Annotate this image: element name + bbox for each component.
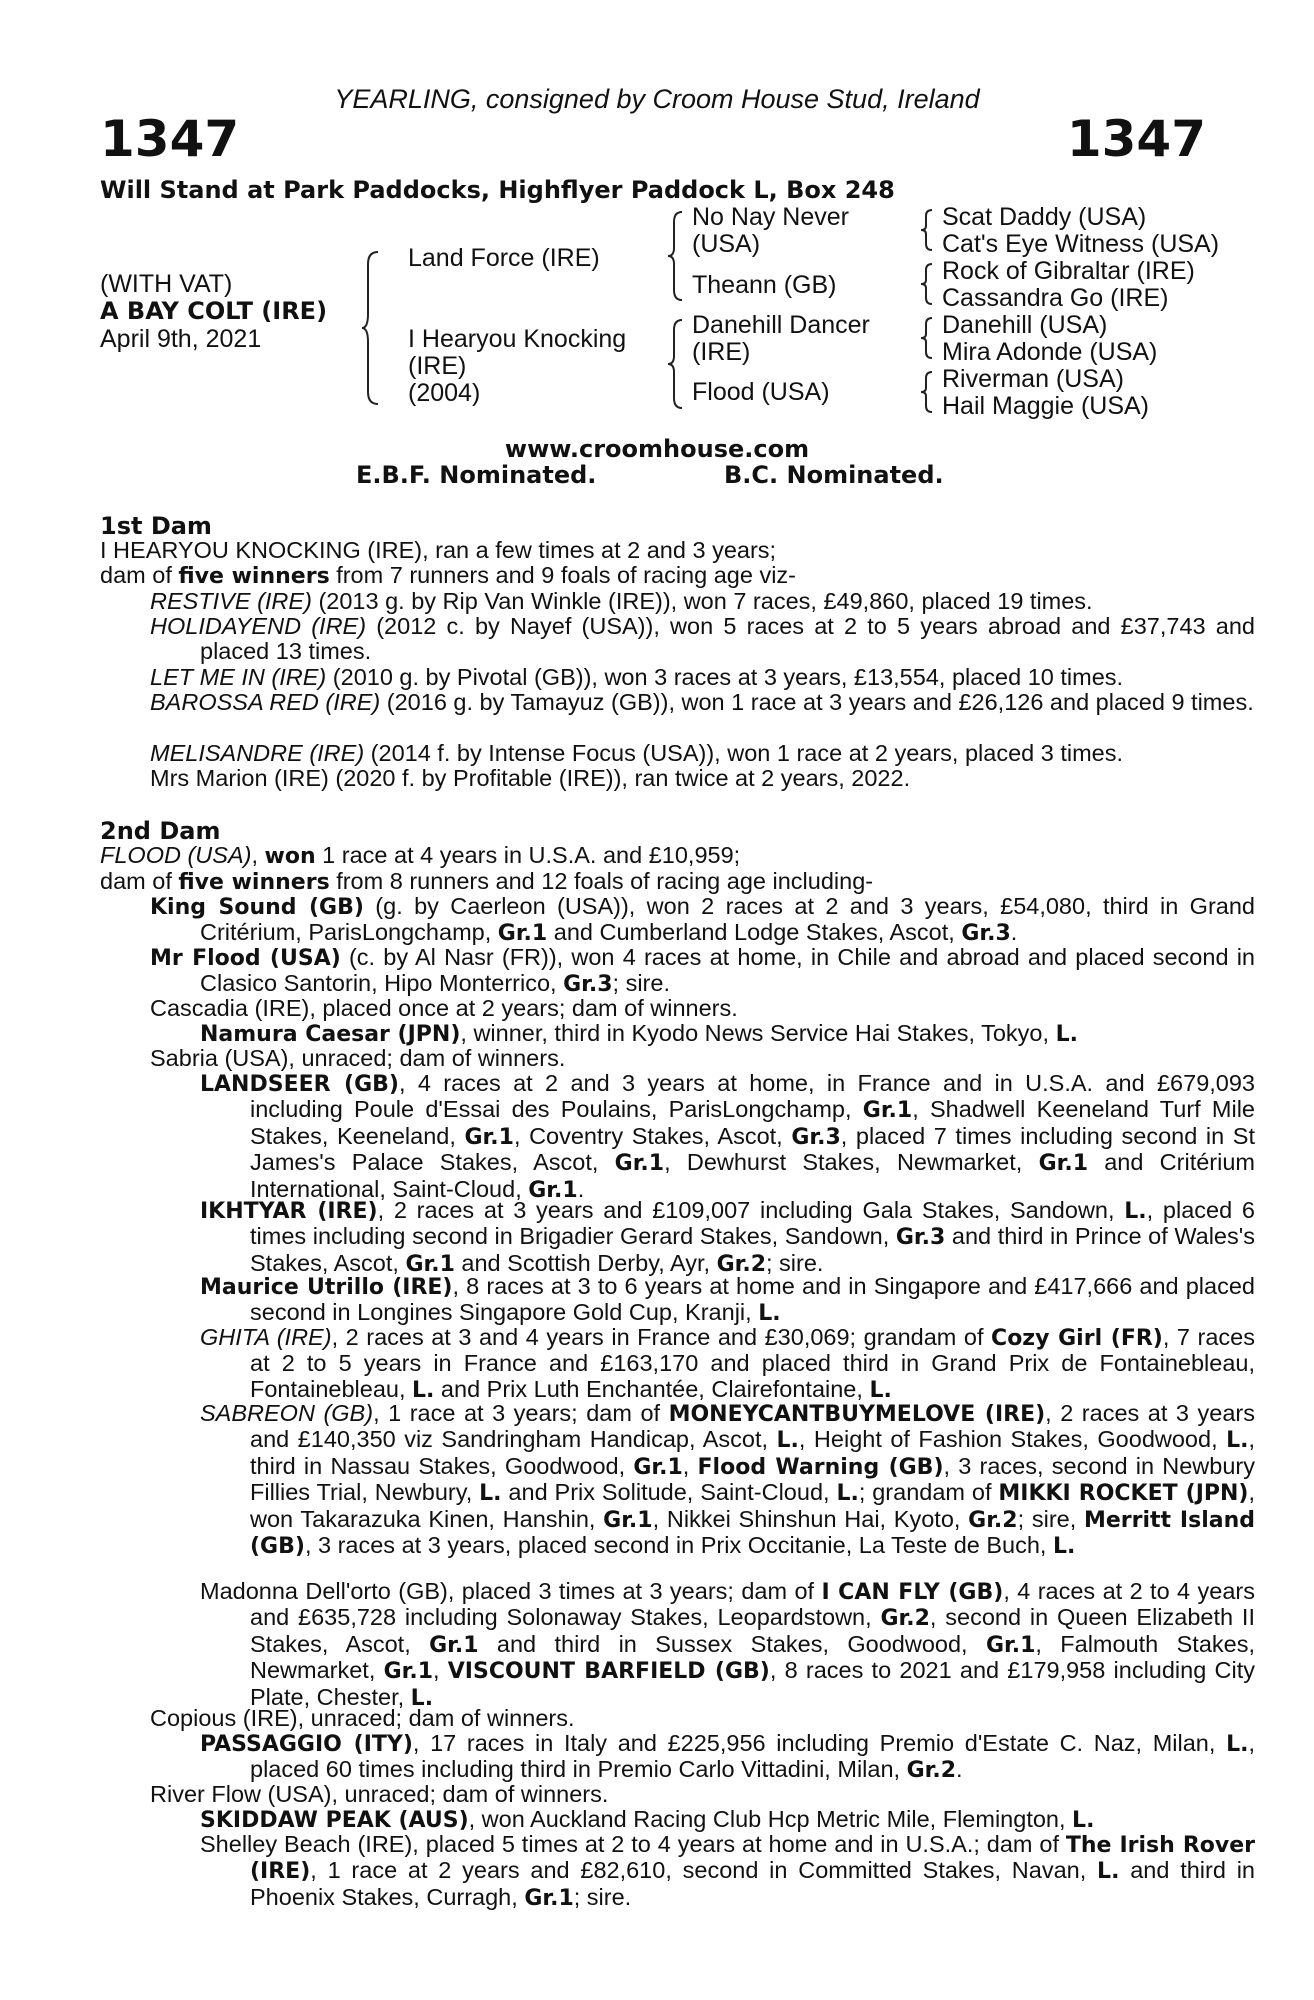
sabria-entry: Sabria (USA), unraced; dam of winners. bbox=[150, 1045, 566, 1071]
landseer-entry: LANDSEER (GB), 4 races at 2 and 3 years at home, in France and in U.S.A. and £679,093 including Poule d'Essai des Poulains, ParisLongchamp, Gr.1, Shadwell Keeneland Turf Mile Stakes, Keeneland, Gr.1, Coventry Stakes, Ascot, Gr.3, placed 7 times including second in St James's Palace Stakes, Ascot, Gr.1, Dewhurst Stakes, Newmarket, Gr.1 and Critérium International, Saint-Cloud, Gr.1. bbox=[200, 1070, 1256, 1203]
dam-name-line1: I Hearyou Knocking bbox=[408, 325, 627, 353]
ikhtyar-entry: IKHTYAR (IRE), 2 races at 3 years and £109,007 including Gala Stakes, Sandown, L., placed 6 times including second in Brigadier Gerard Stakes, Sandown, Gr.3 and third in Prince of Wales's Stakes, Ascot, Gr.1 and Scottish Derby, Ayr, Gr.2; sire. bbox=[200, 1197, 1255, 1277]
progeny-melisandre: MELISANDRE (IRE) (2014 f. by Intense Focus (USA)), won 1 race at 2 years, placed 3 times. bbox=[150, 740, 1124, 766]
dam-name-line3: (2004) bbox=[408, 379, 481, 407]
website: www.croomhouse.com bbox=[504, 435, 810, 463]
sire-name: Land Force (IRE) bbox=[408, 244, 600, 272]
g3-1: Scat Daddy (USA) bbox=[942, 203, 1147, 231]
vat-label: (WITH VAT) bbox=[100, 270, 233, 298]
progeny-mrs-marion: Mrs Marion (IRE) (2020 f. by Profitable (IRE)), ran twice at 2 years, 2022. bbox=[150, 765, 911, 791]
king-sound-entry: King Sound (GB) (g. by Caerleon (USA)), won 2 races at 2 and 3 years, £54,080, third in Grand Critérium, ParisLongchamp, Gr.1 and Cumberland Lodge Stakes, Ascot, Gr.3. bbox=[150, 893, 1255, 947]
g3-5: Danehill (USA) bbox=[942, 311, 1108, 339]
consignor-heading: YEARLING, consigned by Croom House Stud, Ireland bbox=[334, 84, 980, 114]
lot-number-left: 1347 bbox=[100, 110, 240, 168]
sabreon-entry: SABREON (GB), 1 race at 3 years; dam of MONEYCANTBUYMELOVE (IRE), 2 races at 3 years and £140,350 viz Sandringham Handicap, Ascot, L., Height of Fashion Stakes, Goodwood, L., third in Nassau Stakes, Goodwood, Gr.1, Flood Warning (GB), 3 races, second in Newbury Fillies Trial, Newbury, L. and Prix Solitude, Saint-Cloud, L.; grandam of MIKKI ROCKET (JPN), won Takarazuka Kinen, Hanshin, Gr.1, Nikkei Shinshun Hai, Kyoto, Gr.2; sire, Merritt Island (GB), 3 races at 3 years, placed second in Prix Occitanie, La Teste de Buch, L. bbox=[200, 1400, 1256, 1560]
second-dam-intro: FLOOD (USA), won 1 race at 4 years in U.S.A. and £10,959; dam of five winners from 8 runners and 12 foals of racing age including- bbox=[100, 842, 874, 896]
mr-flood-entry: Mr Flood (USA) (c. by Al Nasr (FR)), won 4 races at home, in Chile and abroad and placed second in Clasico Santorin, Hipo Monterrico, Gr.3; sire. bbox=[150, 944, 1255, 998]
cascadia-entry: Cascadia (IRE), placed once at 2 years; dam of winners. bbox=[150, 995, 738, 1021]
progeny-holidayend: HOLIDAYEND (IRE) (2012 c. by Nayef (USA)), won 5 races at 2 to 5 years abroad and £37,743 and placed 13 times. bbox=[150, 613, 1255, 665]
g3-6: Mira Adonde (USA) bbox=[942, 338, 1158, 366]
first-dam-heading: 1st Dam bbox=[100, 512, 212, 540]
sire-sire-line2: (USA) bbox=[692, 230, 761, 258]
ghita-entry: GHITA (IRE), 2 races at 3 and 4 years in France and £30,069; grandam of Cozy Girl (FR), 7 races at 2 to 5 years in France and £163,170 and placed third in Grand Prix de Fontainebleau, Fontainebleau, L. and Prix Luth Enchantée, Clairefontaine, L. bbox=[200, 1324, 1256, 1403]
progeny-let-me-in: LET ME IN (IRE) (2010 g. by Pivotal (GB)), won 3 races at 3 years, £13,554, placed 10 times. bbox=[150, 664, 1124, 690]
sire-dam: Theann (GB) bbox=[692, 271, 837, 299]
progeny-restive: RESTIVE (IRE) (2013 g. by Rip Van Winkle (IRE)), won 7 races, £49,860, placed 19 times. bbox=[150, 588, 1093, 614]
dam-dam: Flood (USA) bbox=[692, 378, 830, 406]
g3-2: Cat's Eye Witness (USA) bbox=[942, 230, 1220, 258]
bc-nomination: B.C. Nominated. bbox=[724, 461, 944, 489]
g3-4: Cassandra Go (IRE) bbox=[942, 284, 1169, 312]
dam-bracket bbox=[666, 316, 690, 412]
second-dam-heading: 2nd Dam bbox=[100, 817, 221, 845]
sire-dam-bracket bbox=[360, 248, 390, 408]
foaling-date: April 9th, 2021 bbox=[100, 325, 262, 353]
horse-name: A BAY COLT (IRE) bbox=[100, 297, 328, 325]
lot-number-right: 1347 bbox=[1066, 110, 1206, 168]
sire-sire-line1: No Nay Never bbox=[692, 203, 849, 231]
g3-7: Riverman (USA) bbox=[942, 365, 1124, 393]
sire-bracket bbox=[666, 208, 690, 304]
dam-name-line2: (IRE) bbox=[408, 352, 467, 380]
passaggio-entry: PASSAGGIO (ITY), 17 races in Italy and £225,956 including Premio d'Estate C. Naz, Milan, L., placed 60 times including third in Premio Carlo Vittadini, Milan, Gr.2. bbox=[200, 1730, 1255, 1784]
namura-caesar-entry: Namura Caesar (JPN), winner, third in Kyodo News Service Hai Stakes, Tokyo, L. bbox=[200, 1020, 1078, 1047]
river-flow-entry: River Flow (USA), unraced; dam of winners. bbox=[150, 1781, 609, 1807]
ebf-nomination: E.B.F. Nominated. bbox=[356, 461, 597, 489]
maurice-utrillo-entry: Maurice Utrillo (IRE), 8 races at 3 to 6 years at home and in Singapore and £417,666 and placed second in Longines Singapore Gold Cup, Kranji, L. bbox=[200, 1273, 1255, 1327]
g3-3: Rock of Gibraltar (IRE) bbox=[942, 257, 1195, 285]
progeny-barossa-red: BAROSSA RED (IRE) (2016 g. by Tamayuz (GB)), won 1 race at 3 years and £26,126 and placed 9 times. bbox=[150, 689, 1254, 715]
madonna-dellorto-entry: Madonna Dell'orto (GB), placed 3 times at 3 years; dam of I CAN FLY (GB), 4 races at 2 to 4 years and £635,728 including Solonaway Stakes, Leopardstown, Gr.2, second in Queen Elizabeth II Stakes, Ascot, Gr.1 and third in Sussex Stakes, Goodwood, Gr.1, Falmouth Stakes, Newmarket, Gr.1, VISCOUNT BARFIELD (GB), 8 races to 2021 and £179,958 including City Plate, Chester, L. bbox=[200, 1578, 1255, 1711]
copious-entry: Copious (IRE), unraced; dam of winners. bbox=[150, 1705, 575, 1731]
skiddaw-peak-entry: SKIDDAW PEAK (AUS), won Auckland Racing Club Hcp Metric Mile, Flemington, L. bbox=[200, 1806, 1095, 1833]
stand-location: Will Stand at Park Paddocks, Highflyer Paddock L, Box 248 bbox=[100, 176, 895, 204]
dam-sire-line1: Danehill Dancer bbox=[692, 311, 870, 339]
third-generation-brackets bbox=[918, 206, 938, 426]
g3-8: Hail Maggie (USA) bbox=[942, 392, 1150, 420]
first-dam-intro: I HEARYOU KNOCKING (IRE), ran a few times at 2 and 3 years; dam of five winners from 7 runners and 9 foals of racing age viz- bbox=[100, 537, 796, 590]
shelley-beach-entry: Shelley Beach (IRE), placed 5 times at 2 to 4 years at home and in U.S.A.; dam of The Irish Rover (IRE), 1 race at 2 years and £82,610, second in Committed Stakes, Navan, L. and third in Phoenix Stakes, Curragh, Gr.1; sire. bbox=[200, 1831, 1255, 1911]
dam-sire-line2: (IRE) bbox=[692, 338, 751, 366]
